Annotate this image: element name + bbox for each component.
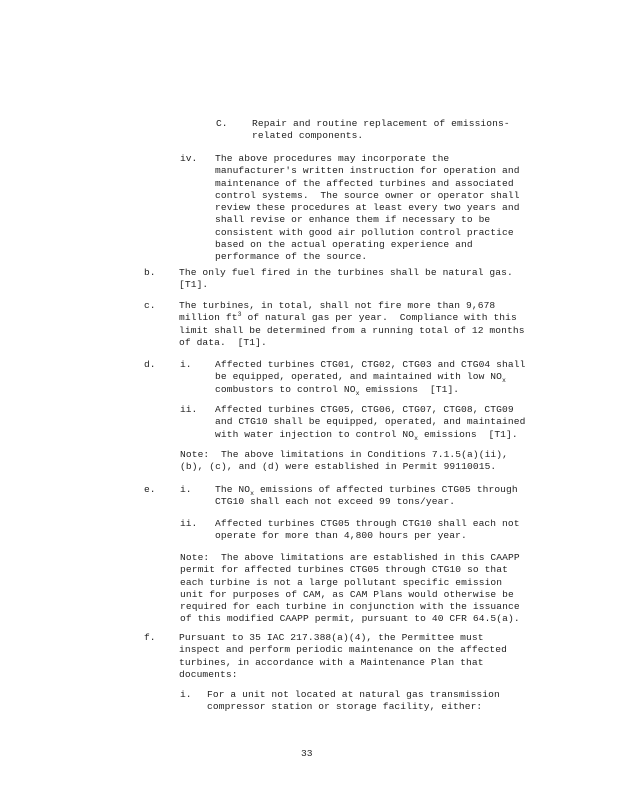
item-f-label: f. — [144, 632, 156, 643]
item-d-i-label: i. — [180, 359, 192, 370]
item-f-i-text: For a unit not located at natural gas transmission compressor station or storage facility, either: — [207, 689, 500, 713]
item-d-i-text: Affected turbines CTG01, CTG02, CTG03 and CTG04 shall be equipped, operated, and maintained with low $NO_x$ combustors to control $NO_x$ emissions [T1]. — [215, 359, 526, 397]
item-C-label: C. — [216, 118, 228, 129]
item-d-ii-label: ii. — [180, 404, 198, 415]
item-e-label: e. — [144, 484, 156, 495]
item-c-label: c. — [144, 300, 156, 311]
item-e-ii-text: Affected turbines CTG05 through CTG10 shall each not operate for more than 4,800 hours per year. — [215, 518, 520, 542]
item-e-i-label: i. — [180, 484, 192, 495]
item-b-label: b. — [144, 267, 156, 278]
item-C-text: Repair and routine replacement of emissions- related components. — [252, 118, 510, 142]
item-d-ii-text: Affected turbines CTG05, CTG06, CTG07, CTG08, CTG09 and CTG10 shall be equipped, operated, and maintained with water injection to control $NO_x$ emissions [T1]. — [215, 404, 526, 442]
item-f-i-label: i. — [180, 689, 192, 700]
item-d-note: Note: The above limitations in Conditions 7.1.5(a)(ii), (b), (c), and (d) were established in Permit 99110015. — [180, 449, 509, 473]
item-d-label: d. — [144, 359, 156, 370]
item-e-note: Note: The above limitations are established in this CAAPP permit for affected turbines CTG05 through CTG10 so that each turbine is not a large pollutant specific emission unit for purposes of CAM, as CAM Plans would otherwise be required for each turbine in conjunction with the issuance of this modified CAAPP permit, pursuant to 40 CFR 64.5(a). — [180, 552, 520, 625]
item-iv-text: The above procedures may incorporate the manufacturer's written instruction for operation and maintenance of the affected turbines and associated control systems. The source owner or operator shall review these procedures at least every two years and shall revise or enhance them if necessary to be consistent with good air pollution control practice based on the actual operating experience and performance of the source. — [215, 153, 520, 263]
item-c-text: The turbines, in total, shall not fire more than 9,678 million $ft^3$ of natural gas per year. Compliance with this limit shall be determined from a running total of 12 months of data. [T1]. — [179, 300, 525, 348]
item-e-ii-label: ii. — [180, 518, 198, 529]
item-iv-label: iv. — [180, 153, 198, 164]
item-f-text: Pursuant to 35 IAC 217.388(a)(4), the Permittee must inspect and perform periodic maintenance on the affected turbines, in accordance with a Maintenance Plan that documents: — [179, 632, 508, 680]
item-e-i-text: The $NO_x$ emissions of affected turbines CTG05 through CTG10 shall each not exceed 99 tons/year. — [215, 484, 518, 508]
item-b-text: The only fuel fired in the turbines shall be natural gas. [T1]. — [179, 267, 513, 291]
page-number: 33 — [301, 748, 313, 759]
